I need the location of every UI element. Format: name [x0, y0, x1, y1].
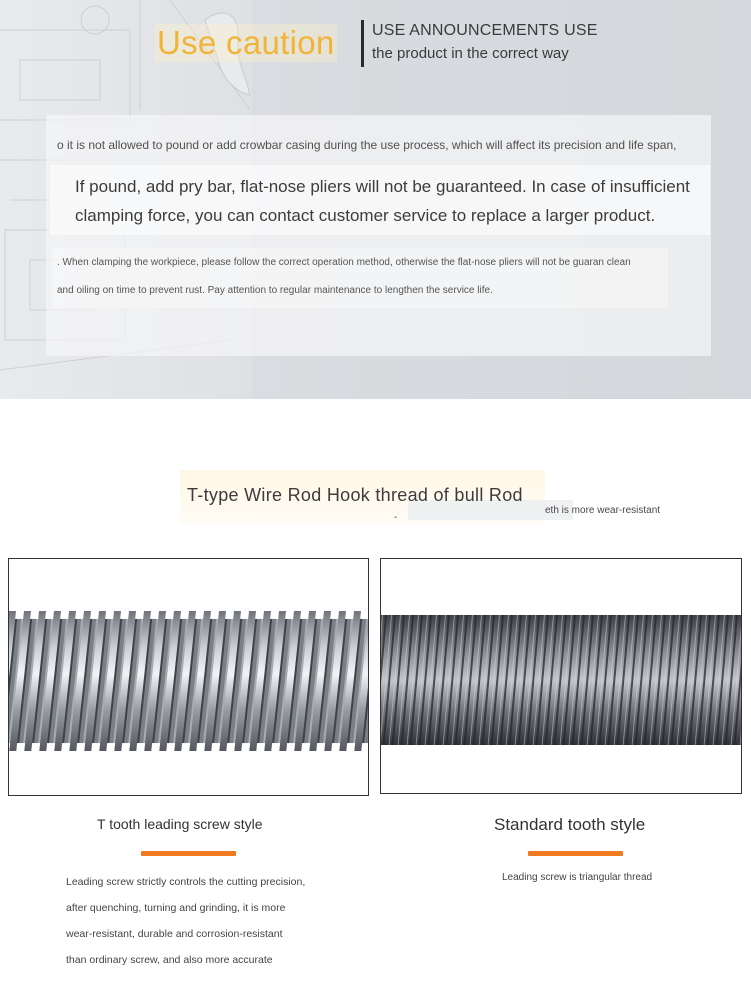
standard-tooth-accent-bar: [528, 851, 623, 856]
thread-section-subnote: eth is more wear-resistant: [545, 505, 661, 516]
caution-text-top: o it is not allowed to pound or add crowbar casing during the use process, which will affect its precision and life span,: [57, 138, 677, 152]
announcement-subheading: the product in the correct way: [372, 45, 569, 62]
caution-text-small-1: . When clamping the workpiece, please follow the correct operation method, otherwise the flat-nose pliers will not be guaran clean: [57, 257, 631, 268]
t-tooth-desc-line-2: after quenching, turning and grinding, it is more: [66, 902, 286, 914]
caution-text-small-2: and oiling on time to prevent rust. Pay attention to regular maintenance to lengthen the service life.: [57, 285, 493, 296]
heading-dash: -: [394, 512, 398, 523]
caution-section: [0, 0, 751, 399]
t-tooth-title: T tooth leading screw style: [97, 816, 263, 832]
standard-tooth-title: Standard tooth style: [494, 815, 646, 834]
caution-title: Use caution: [157, 24, 335, 61]
standard-tooth-screw-photo: [380, 558, 742, 794]
standard-tooth-desc: Leading screw is triangular thread: [502, 872, 653, 883]
caution-text-main-1: If pound, add pry bar, flat-nose pliers will not be guaranteed. In case of insufficient: [75, 177, 690, 196]
caution-text-main-2: clamping force, you can contact customer service to replace a larger product.: [75, 206, 656, 225]
title-divider: [361, 20, 364, 67]
standard-tooth-screw-image: [381, 559, 741, 793]
t-tooth-screw-photo: [8, 558, 369, 796]
t-tooth-desc-line-4: than ordinary screw, and also more accurate: [66, 954, 273, 966]
thread-section-heading: T-type Wire Rod Hook thread of bull Rod: [187, 485, 523, 505]
t-tooth-desc-line-3: wear-resistant, durable and corrosion-resistant: [66, 928, 283, 940]
t-tooth-desc-line-1: Leading screw strictly controls the cutting precision,: [66, 876, 306, 888]
announcement-heading: USE ANNOUNCEMENTS USE: [372, 22, 598, 39]
t-tooth-accent-bar: [141, 851, 236, 856]
t-tooth-screw-image: [9, 559, 368, 795]
